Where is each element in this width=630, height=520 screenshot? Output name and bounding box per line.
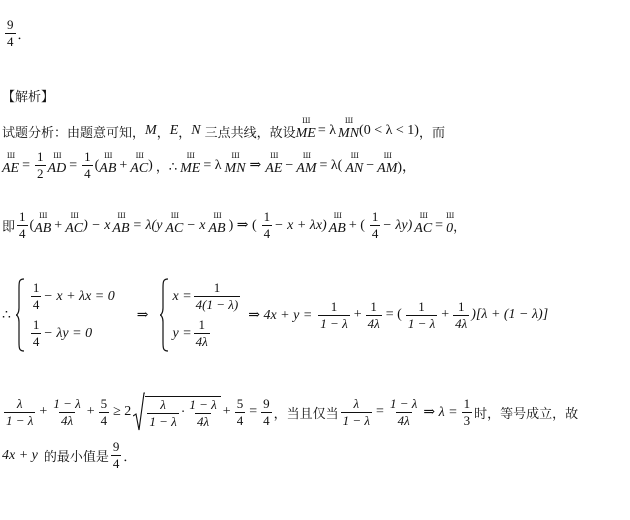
numerator: 1 [32, 280, 40, 295]
analysis-line-2 [2, 150, 416, 181]
paren: ( [29, 217, 35, 233]
vector-ab: Ш AB [112, 215, 129, 237]
min-value-text: 的最小值是 [43, 450, 109, 465]
minus: − [366, 157, 375, 173]
coef-ab: − x + λx) [274, 217, 327, 233]
plus: + [39, 404, 48, 419]
equals-lambda-y: = λ(y [132, 217, 163, 233]
sqrt-expression [133, 392, 220, 432]
numerator: λ [353, 395, 360, 411]
equals-lambda: = λ [317, 123, 337, 138]
equals: = [249, 404, 258, 419]
numerator: λ [160, 396, 166, 412]
plus: + [54, 217, 63, 233]
denominator: 4 [112, 456, 120, 471]
equals: = [376, 404, 384, 419]
paren: ( [94, 157, 100, 173]
equation-system-1 [29, 281, 115, 349]
numerator: 1 [457, 298, 465, 314]
numerator: 1 [418, 298, 425, 314]
eq1-rest: − x + λx = 0 [43, 288, 115, 304]
numerator: 1 [463, 395, 471, 411]
radical-sign-icon [133, 392, 145, 432]
sep: ， [178, 125, 192, 141]
denominator: 1 − λ [149, 413, 177, 429]
therefore-sep: ，∴ [155, 160, 178, 175]
vector-an: Ш AN [345, 155, 363, 177]
denominator: 4λ [455, 315, 468, 331]
paren: ) [148, 157, 153, 173]
vector-ab: Ш AB [329, 215, 346, 237]
equals: = [69, 157, 78, 173]
lambda-condition: (0 < λ < 1) [359, 123, 419, 138]
implies: ⇒ [249, 158, 262, 173]
line1-tail: ，而 [418, 125, 445, 141]
analysis-line-3 [2, 210, 466, 241]
y-lhs: y = [172, 325, 192, 341]
analysis-line-5 [2, 392, 578, 432]
numerator: 1 [37, 149, 44, 164]
sep: ， [156, 125, 170, 141]
fraction-quarter [17, 210, 28, 241]
x-lhs: x = [172, 288, 192, 304]
numerator: 9 [112, 439, 120, 454]
vector-mn: Ш MN [338, 120, 359, 142]
vector-ac: Ш AC [65, 215, 83, 237]
equals-lambda: = λ( [319, 157, 343, 173]
numerator: 1 [330, 298, 338, 314]
implies-lambda: ⇒ λ = [423, 404, 458, 420]
close-paren: )， [397, 159, 417, 175]
eq2-rest: − λy = 0 [43, 325, 93, 341]
numerator: 9 [263, 395, 270, 411]
denominator: 4 [263, 412, 270, 428]
therefore: ∴ [2, 307, 11, 323]
answer-denominator: 4 [7, 34, 14, 49]
vector-ab: Ш AB [34, 215, 51, 237]
analysis-line-4 [2, 278, 548, 352]
denominator: 4 [32, 297, 40, 312]
dot: · [180, 405, 186, 420]
implies: ) ⇒ ( [228, 218, 257, 233]
analysis-line-1 [2, 120, 445, 142]
vector-me: Ш ME [180, 155, 200, 177]
denominator: 1 − λ [6, 412, 34, 428]
plus: + [441, 307, 450, 322]
section-tag: 【解析】 [2, 90, 55, 105]
plus: + [119, 157, 128, 173]
numerator: 1 [32, 317, 40, 332]
period: ． [123, 450, 137, 465]
plus: + [86, 404, 95, 419]
min-value-fraction [111, 440, 122, 471]
denominator: 4 [100, 412, 108, 428]
fraction-quarter [262, 210, 273, 241]
comma: ， [453, 220, 467, 235]
answer-numerator: 9 [7, 17, 14, 32]
intro-text: 试题分析：由题意可知， [2, 125, 146, 141]
numerator: 5 [236, 395, 244, 411]
point-e: E [169, 123, 179, 138]
denominator: 1 − λ [342, 412, 371, 428]
analysis-line-6 [2, 440, 136, 471]
equals: = [435, 217, 444, 233]
denominator: 4 [371, 226, 379, 241]
system1-eq1 [29, 281, 115, 312]
denominator: 4λ [367, 315, 380, 331]
minus-x: ) − x [83, 217, 111, 233]
condition-text: ，当且仅当 [273, 406, 339, 422]
denominator: 4 [263, 226, 271, 241]
denominator: 4 [236, 412, 244, 428]
vector-me: Ш ME [296, 120, 316, 142]
numerator: 1 [213, 280, 221, 295]
vector-ac: Ш AC [165, 215, 183, 237]
fraction-quarter [370, 210, 381, 241]
equation-system-2 [173, 281, 243, 349]
denominator: 1 − λ [320, 315, 348, 331]
vector-am: Ш AM [296, 155, 316, 177]
equality-text: 时，等号成立，故 [474, 406, 579, 422]
system1-eq2 [29, 318, 115, 349]
vector-ac: Ш AC [414, 215, 432, 237]
denominator: 3 [463, 412, 471, 428]
ge-two: ≥ 2 [113, 404, 132, 419]
vector-ab: Ш AB [99, 155, 116, 177]
fraction-quarter [82, 150, 93, 181]
numerator: 1 [370, 298, 377, 314]
answer-fraction [5, 18, 16, 49]
fraction-half [35, 150, 46, 181]
denominator: 4 [19, 226, 26, 241]
denominator: 4λ [397, 412, 410, 428]
numerator: 1 − λ [189, 396, 217, 412]
numerator: 1 [84, 149, 91, 164]
numerator: 1 [263, 209, 271, 224]
minus-x: − x [186, 217, 206, 233]
numerator: λ [16, 395, 23, 411]
denominator: 1 − λ [407, 315, 436, 331]
numerator: 1 [371, 209, 379, 224]
numerator: 1 [198, 317, 205, 332]
denominator: 4λ [197, 413, 210, 429]
vector-ad: Ш AD [48, 155, 67, 177]
equals-lambda: = λ [203, 157, 222, 173]
vector-ae: Ш AE [2, 155, 19, 177]
lambda-sum: )[λ + (1 − λ)] [471, 307, 549, 322]
target-expression: 4x + y [2, 447, 38, 463]
vector-am: Ш AM [377, 155, 397, 177]
denominator: 4 [32, 334, 40, 349]
vector-ac: Ш AC [130, 155, 148, 177]
point-n: N [191, 123, 201, 138]
left-brace-icon [159, 278, 169, 352]
plus: + [353, 307, 362, 322]
plus: + ( [348, 217, 365, 233]
denominator: 4 [84, 166, 91, 181]
denominator: 2 [37, 166, 44, 181]
plus: + [222, 404, 231, 419]
collinear-text: 三点共线，故设 [204, 125, 296, 141]
numerator: 5 [100, 395, 108, 411]
vector-mn: Ш MN [225, 155, 246, 177]
minus: − [285, 157, 294, 173]
left-brace-icon [15, 278, 25, 352]
implies: ⇒ [136, 307, 149, 323]
equals: = [22, 157, 31, 173]
numerator: 1 [19, 209, 26, 224]
denominator: 4λ [60, 412, 74, 428]
answer-top [3, 18, 31, 49]
lead-text: 即 [2, 220, 16, 235]
numerator: 1 − λ [389, 395, 418, 411]
point-m: M [145, 123, 157, 138]
denominator: 4(1 − λ) [195, 297, 239, 312]
denominator: 4λ [195, 334, 208, 349]
vector-ae: Ш AE [265, 155, 282, 177]
x-solution [173, 281, 243, 312]
coef-ac: − λy) [382, 217, 413, 233]
target-expr: ⇒ 4x + y = [248, 307, 313, 323]
zero-vector: Ш 0 [446, 215, 453, 237]
y-solution [173, 318, 243, 349]
vector-ab: Ш AB [208, 215, 225, 237]
answer-period: ． [17, 28, 31, 43]
equals-paren: = ( [385, 307, 402, 322]
numerator: 1 − λ [53, 395, 81, 411]
